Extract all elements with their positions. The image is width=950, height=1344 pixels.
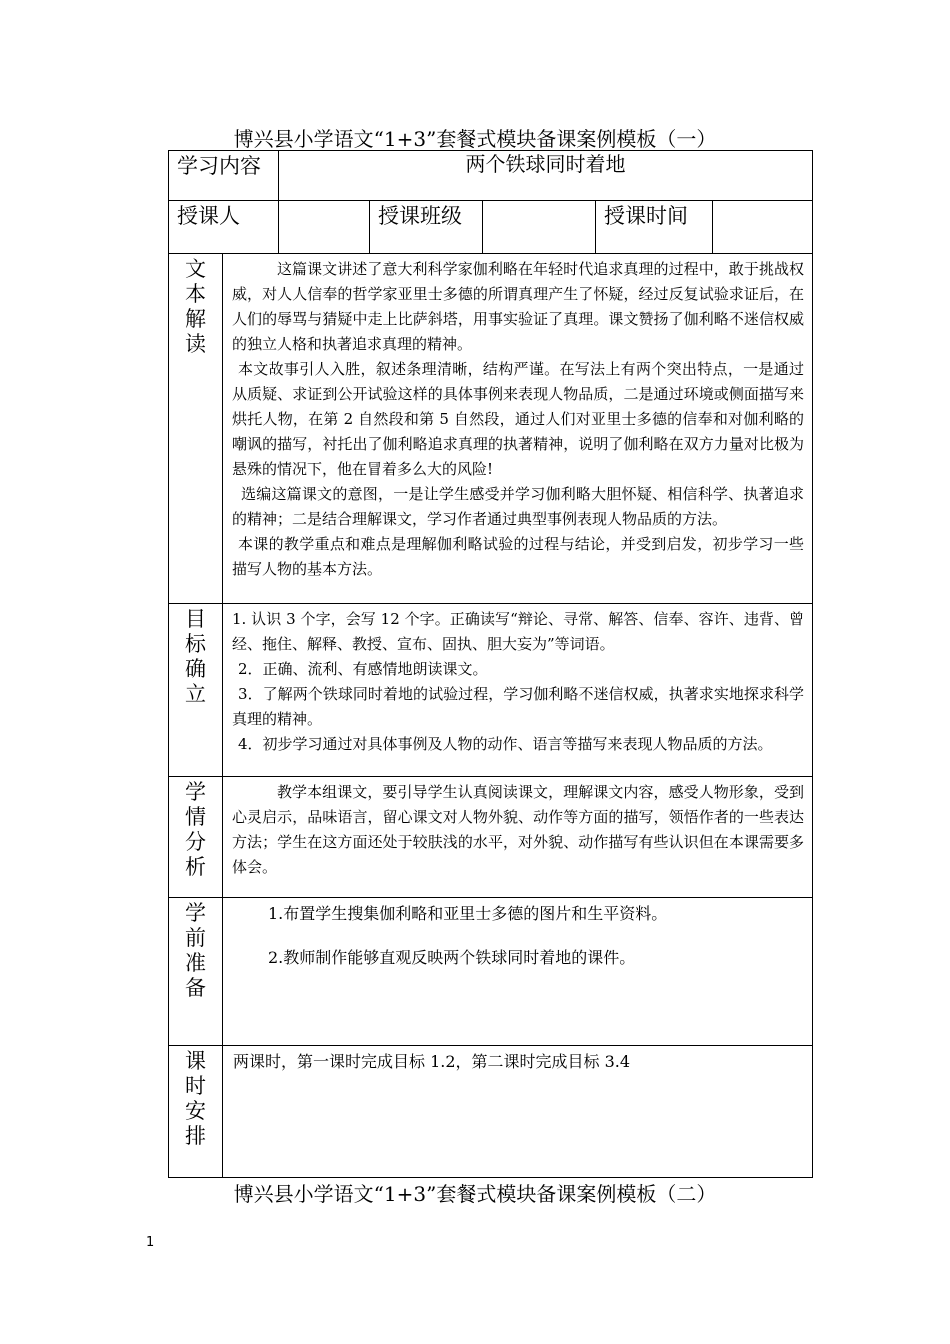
time-value bbox=[713, 201, 813, 254]
objective-item: 4．初步学习通过对具体事例及人物的动作、语言等描写来表现人物品质的方法。 bbox=[238, 735, 773, 753]
teacher-row bbox=[169, 201, 813, 254]
text-analysis-label: 文 本 解 读 bbox=[169, 254, 223, 604]
schedule-row bbox=[169, 1046, 813, 1178]
preparation-item: 2.教师制作能够直观反映两个铁球同时着地的课件。 bbox=[268, 948, 636, 967]
preparation-item: 1.布置学生搜集伽利略和亚里士多德的图片和生平资料。 bbox=[268, 904, 668, 923]
content-value: 两个铁球同时着地 bbox=[279, 151, 813, 201]
learner-analysis-content bbox=[223, 777, 813, 898]
objectives-content bbox=[223, 604, 813, 777]
text-analysis-paragraph: 本课的教学重点和难点是理解伽利略试验的过程与结论，并受到启发，初步学习一些描写人物的基本方法。 bbox=[232, 535, 805, 578]
text-analysis-paragraph: 本文故事引人入胜，叙述条理清晰，结构严谨。在写法上有两个突出特点，一是通过从质疑、求证到公开试验这样的具体事例来表现人物品质，二是通过环境或侧面描写来烘托人物，在第 2 自然段和第 5 自然段，通过人们对亚里士多德的信奉和对伽利略的嘲讽的描写，衬托出了伽利略追求真理的执著精神，说明了伽利略在双方力量对比极为悬殊的情况下，他在冒着多么大的风险! bbox=[232, 360, 805, 478]
class-value bbox=[483, 201, 596, 254]
schedule-label: 课 时 安 排 bbox=[169, 1046, 223, 1178]
teacher-value bbox=[279, 201, 370, 254]
text-analysis-row bbox=[169, 254, 813, 604]
text-analysis-content bbox=[223, 254, 813, 604]
lesson-plan-table bbox=[168, 150, 813, 1178]
preparation-label: 学 前 准 备 bbox=[169, 898, 223, 1046]
page-title-template-one: 博兴县小学语文“1+3”套餐式模块备课案例模板（一） bbox=[233, 127, 717, 151]
learner-analysis-row bbox=[169, 777, 813, 898]
objective-item: 3．了解两个铁球同时着地的试验过程，学习伽利略不迷信权威，执著求实地探求科学真理的精神。 bbox=[232, 685, 805, 728]
objectives-label: 目 标 确 立 bbox=[169, 604, 223, 777]
objective-item: 1. 认识 3 个字，会写 12 个字。正确读写“辩论、寻常、解答、信奉、容许、违背、曾经、拖住、解释、教授、宣布、固执、胆大妄为”等词语。 bbox=[232, 610, 805, 653]
schedule-content: 两课时，第一课时完成目标 1.2，第二课时完成目标 3.4 bbox=[223, 1046, 813, 1178]
objective-item: 2．正确、流利、有感情地朗读课文。 bbox=[238, 660, 488, 678]
content-row bbox=[169, 151, 813, 201]
learner-analysis-text: 教学本组课文，要引导学生认真阅读课文，理解课文内容，感受人物形象，受到心灵启示，品味语言，留心课文对人物外貌、动作等方面的描写，领悟作者的一些表达方法；学生在这方面还处于较肤浅的水平，对外貌、动作描写有些认识但在本课需要多体会。 bbox=[232, 783, 805, 876]
teacher-label: 授课人 bbox=[169, 201, 279, 254]
learner-analysis-label: 学 情 分 析 bbox=[169, 777, 223, 898]
preparation-content bbox=[223, 898, 813, 1046]
time-label: 授课时间 bbox=[596, 201, 713, 254]
content-label: 学习内容 bbox=[169, 151, 279, 201]
text-analysis-paragraph: 这篇课文讲述了意大利科学家伽利略在年轻时代追求真理的过程中，敢于挑战权威，对人人信奉的哲学家亚里士多德的所谓真理产生了怀疑，经过反复试验求证后，在人们的辱骂与猜疑中走上比萨斜塔，用事实验证了真理。课文赞扬了伽利略不迷信权威的独立人格和执著追求真理的精神。 bbox=[232, 260, 805, 353]
preparation-row bbox=[169, 898, 813, 1046]
class-label: 授课班级 bbox=[370, 201, 483, 254]
page-title-template-two: 博兴县小学语文“1+3”套餐式模块备课案例模板（二） bbox=[233, 1182, 717, 1206]
objectives-row bbox=[169, 604, 813, 777]
text-analysis-paragraph: 选编这篇课文的意图，一是让学生感受并学习伽利略大胆怀疑、相信科学、执著追求的精神；二是结合理解课文，学习作者通过典型事例表现人物品质的方法。 bbox=[232, 485, 805, 528]
page-number: 1 bbox=[146, 1235, 155, 1250]
